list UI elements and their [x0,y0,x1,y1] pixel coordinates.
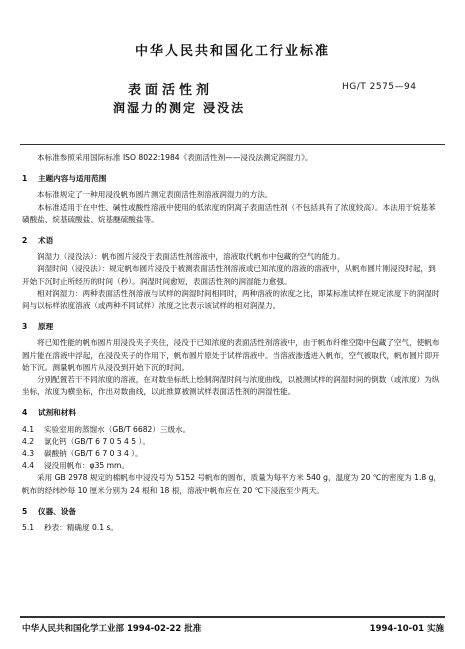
list-item [22,460,442,472]
section-title: 术语 [38,236,54,246]
item-text: 氯化钙（GB/T 6 7 0 5 4 5 ）。 [44,436,150,446]
item-text: 实验室用的蒸馏水（GB/T 6682）三级水。 [44,424,191,434]
section-heading [22,321,442,333]
approval-info: 中华人民共和国化学工业部 1994-02-22 批准 [22,624,202,634]
implementation-date: 1994-10-01 实施 [369,624,444,634]
section-number: 3 [22,322,28,332]
section-heading [22,173,442,185]
list-item [22,448,442,460]
item-text: 浸没用帆布：φ35 mm。 [44,461,130,471]
section-number: 4 [22,408,28,418]
item-number: 4.1 [22,424,35,434]
section-number: 1 [22,174,28,184]
section-title: 原理 [38,322,54,332]
header-divider [20,144,445,145]
list-item [22,522,442,534]
standard-title-sub: 润湿力的测定 浸没法 [113,101,246,115]
footer [22,622,444,634]
body-paragraph: 将已知性能的帆布圆片用浸没夹子夹住，浸没于已知浓度的表面活性剂溶液中，由于帆布纤维空隙中包藏了空气，使帆布圆片能在溶液中浮起，在浸没夹子的作用下，帆布圆片原处于试样溶液中。当溶液渗透进入帆布，空气被取代，帆布圆片即开始下沉。测量帆布圆片从浸没到开始下沉的时间。 [22,338,440,372]
section-heading [22,235,442,247]
item-number: 4.2 [22,436,35,446]
section-number: 5 [22,506,28,516]
item-number: 4.3 [22,449,35,459]
document-body [22,152,442,534]
item-number: 4.4 [22,461,35,471]
list-item [22,424,442,436]
body-paragraph: 本标准适用于在中性、碱性或酸性溶液中使用的低浓度的阴离子表面活性剂（不包括具有了浓度较高）。本法用于烷基苯磺酸盐、烷基硫酸盐、烷基醚硫酸盐等。 [22,202,436,224]
section-title: 仪器、设备 [38,506,76,516]
body-paragraph: 相对润湿力：两种表面活性剂溶液与试样的润湿时间相同时，两种溶液的浓度之比，即某标准试样在规定浓度下的润湿时间与以标样浓度溶液（或两种不同试样）浓度之比表示该试样的相对润湿力。 [22,288,440,311]
item-text: 碳酸钠（GB/T 6 7 0 3 4 ）。 [44,449,143,459]
item-number: 5.1 [22,523,35,533]
standard-title-main: 表面活性剂 [128,83,214,98]
body-paragraph: 本标准规定了一种用浸没帆布圆片测定表面活性剂溶液润湿力的方法。 [37,190,273,200]
section-number: 2 [22,236,28,246]
list-item [22,436,442,448]
intro-paragraph: 本标准参照采用国际标准 ISO 8022:1984《表面活性剂——浸没法测定润湿力》。 [37,153,313,162]
standard-number: HG/T 2575—94 [342,82,417,92]
body-paragraph: 分别配置若干不同浓度的溶液，在对数坐标纸上绘制润湿时间与浓度曲线，以被测试样的润湿时间的倒数（或浓度）为纵坐标，浓度为横坐标，作出对数曲线，以此推算被测试样表面活性剂的润湿性能。 [22,375,440,397]
body-paragraph: 润湿力（浸没法）：帆布圆片浸没于表面活性剂溶液中，溶液取代帆布中包藏的空气的能力。 [37,252,345,262]
section-title: 试剂和材料 [38,408,76,418]
item-text: 秒表：精确度 0.1 s。 [44,523,119,533]
body-paragraph: 润湿时间（浸没法）：规定帆布圆片浸没于被测表面活性剂溶液或已知浓度的溶液的溶液中，从帆布圆片刚浸没时起，到开始下沉时止所经历的时间（秒）。润湿时间愈短，表面活性剂的润湿能力愈强。 [22,264,436,286]
section-heading [22,407,442,419]
section-heading [22,506,442,518]
issuer-title: 中华人民共和国化工行业标准 [134,44,330,59]
section-title: 主题内容与适用范围 [38,174,107,184]
body-paragraph: 采用 GB 2978 规定的棉帆布中浸没号为 5152 号帆布的圆布，质量为每平方米 540 g，温度为 20 ℃的密度为 1.8 g，帆布的经纬纱每 10 厘米分别为 24 根和 18 根，溶液中帆布应在 20 ℃下浸泡至少两天。 [22,473,442,495]
footer-divider [20,616,445,618]
